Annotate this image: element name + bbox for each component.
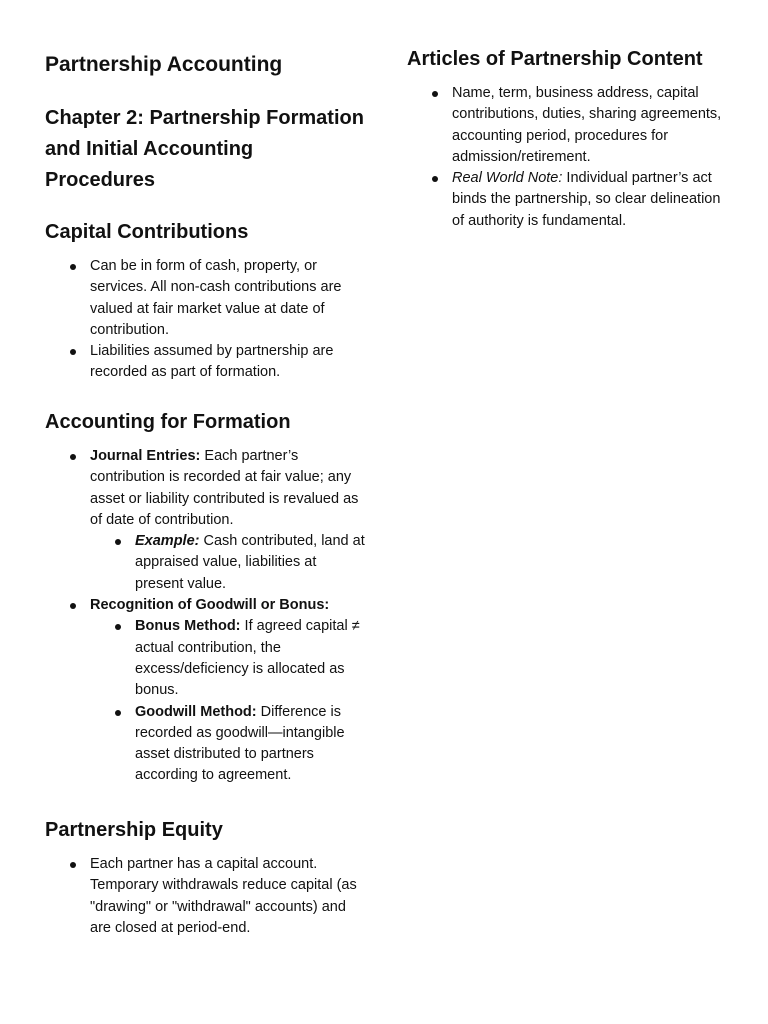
capital-contributions-list — [45, 256, 365, 384]
list-item: Each partner has a capital account. Temporary withdrawals reduce capital (as "drawing" or "withdrawal" accounts) and are closed at period-end. — [45, 854, 365, 939]
list-item: Can be in form of cash, property, or services. All non-cash contributions are valued at fair market value at date of contribution. — [45, 256, 365, 341]
partnership-equity-heading: Partnership Equity — [45, 819, 223, 841]
journal-entries-text: Each partner’s contribution is recorded at fair value; any asset or liability contributed is revalued as of date of contribution. — [90, 448, 359, 528]
capital-contributions-heading: Capital Contributions — [45, 221, 249, 243]
list-item-bonus-method — [90, 616, 365, 701]
document-title: Partnership Accounting — [45, 53, 283, 76]
articles-heading: Articles of Partnership Content — [407, 48, 703, 70]
list-item-real-world-note — [407, 168, 727, 232]
real-world-note-text: Individual partner’s act binds the partnership, so clear delineation of authority is fundamental. — [452, 170, 721, 229]
bonus-method-text: If agreed capital ≠ actual contribution, the excess/deficiency is allocated as bonus. — [135, 618, 360, 699]
partnership-equity-list — [45, 854, 365, 939]
example-label: Example: — [135, 533, 200, 550]
goodwill-or-bonus-label: Recognition of Goodwill or Bonus: — [90, 597, 330, 614]
real-world-note-label: Real World Note: — [452, 170, 563, 187]
list-item-journal-entries — [45, 446, 365, 595]
accounting-formation-heading: Accounting for Formation — [45, 411, 291, 433]
example-text: Cash contributed, land at appraised value, liabilities at present value. — [135, 533, 365, 592]
goodwill-method-label: Goodwill Method: — [135, 703, 257, 720]
goodwill-method-text: Difference is recorded as goodwill—intangible asset distributed to partners according to agreement. — [135, 703, 345, 784]
journal-entries-sublist — [90, 531, 365, 595]
bonus-method-label: Bonus Method: — [135, 618, 241, 635]
list-item-goodwill-or-bonus — [45, 595, 365, 787]
chapter-title: Chapter 2: Partnership Formation and Initial Accounting Procedures — [45, 107, 364, 191]
accounting-formation-list — [45, 446, 365, 787]
journal-entries-label: Journal Entries: — [90, 448, 201, 464]
list-item: Name, term, business address, capital contributions, duties, sharing agreements, accounting period, procedures for admission/retirement. — [407, 83, 727, 168]
goodwill-or-bonus-sublist — [90, 616, 365, 786]
articles-list — [407, 83, 727, 232]
list-item: Liabilities assumed by partnership are recorded as part of formation. — [45, 341, 365, 384]
list-item-example — [90, 531, 365, 595]
list-item-goodwill-method — [90, 702, 365, 787]
